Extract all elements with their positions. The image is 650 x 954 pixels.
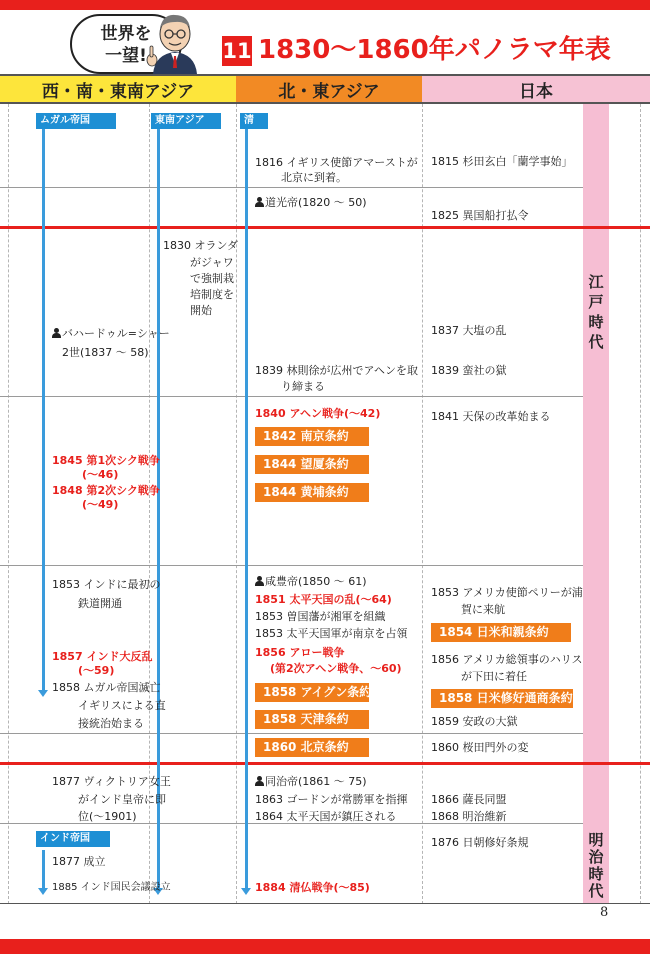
event-1845-sikh-war: 1845 第1次シク戦争 (52, 454, 160, 467)
column-guide (422, 104, 423, 904)
event-1853-nanjing: 1853 太平天国軍が南京を占領 (255, 627, 408, 640)
era-label-meiji-3: 時 (588, 865, 604, 883)
event-1815: 1815 杉田玄白「蘭学事始」 (431, 155, 573, 168)
treaty-1844-wangxia: 1844 望厦条約 (255, 455, 369, 474)
bottom-bar (0, 939, 650, 954)
column-header-japan: 日本 (422, 74, 650, 104)
event-1853-xiang-army: 1853 曽国藩が湘軍を組織 (255, 610, 386, 623)
dynasty-label-mughal: ムガル帝国 (36, 113, 116, 129)
era-label-meiji-1: 明 (588, 831, 604, 849)
event-1858-mughal-fall: 1858 ムガル帝国滅亡 (52, 681, 161, 694)
event-1853-railway: 1853 インドに最初の (52, 578, 161, 591)
treaty-1860-beijing: 1860 北京条約 (255, 738, 369, 757)
treaty-1858-tianjin: 1858 天津条約 (255, 710, 369, 729)
event-1816-cont: 北京に到着。 (281, 171, 347, 184)
chapter-number: 11 (222, 36, 252, 66)
event-1845-sikh-war-cont: (～46) (82, 468, 119, 481)
person-icon (255, 197, 264, 207)
event-1866-satcho: 1866 薩長同盟 (431, 793, 507, 806)
qing-timeline (245, 129, 248, 889)
person-icon (52, 328, 61, 338)
column-guide (236, 104, 237, 904)
event-1848-sikh-war-cont: (～49) (82, 498, 119, 511)
event-1856-arrow-war-cont: (第2次アヘン戦争、～60) (270, 662, 402, 675)
row-divider (0, 187, 583, 188)
emperor-xianfeng (255, 575, 367, 589)
emperor-bahadur-shah (52, 327, 170, 341)
event-1877-victoria-cont-2: 位(～1901) (78, 810, 137, 823)
event-1830-cont-2: で強制栽 (190, 272, 234, 285)
column-header-north-east-asia: 北・東アジア (236, 74, 422, 104)
event-1830-cont-3: 培制度を (190, 288, 234, 301)
column-header-west-south-asia: 西・南・東南アジア (0, 74, 236, 104)
row-divider (0, 396, 583, 397)
emperor-bahadur-shah-text: バハードゥル=シャー (62, 327, 170, 340)
dynasty-label-southeast-asia: 東南アジア (151, 113, 221, 129)
event-1876-ganghwa: 1876 日朝修好条規 (431, 836, 529, 849)
emperor-tongzhi (255, 775, 367, 789)
treaty-1858-harris: 1858 日米修好通商条約 (431, 689, 573, 708)
event-1856-harris-cont: が下田に着任 (461, 670, 527, 683)
emperor-bahadur-shah-reign: 2世(1837 ～ 58) (62, 346, 149, 359)
event-1877-victoria-cont-1: がインド皇帝に即 (78, 793, 166, 806)
event-1841: 1841 天保の改革始まる (431, 410, 551, 423)
person-icon (255, 776, 264, 786)
teacher-avatar-icon (143, 12, 203, 74)
event-1885-congress: 1885 インド国民会議設立 (52, 882, 171, 893)
emperor-xianfeng-text: 咸豊帝(1850 ～ 61) (265, 575, 367, 588)
column-guide (640, 104, 641, 904)
era-label-edo-4: 代 (588, 333, 604, 351)
mughal-timeline (42, 129, 45, 691)
event-1856-arrow-war: 1856 アロー戦争 (255, 646, 345, 659)
event-1857-indian-rebellion: 1857 インド大反乱 (52, 650, 153, 663)
event-1839: 1839 林則徐が広州でアヘンを取 (255, 364, 419, 377)
treaty-1854-kanagawa: 1854 日米和親条約 (431, 623, 571, 642)
event-1837: 1837 大塩の乱 (431, 324, 507, 337)
event-1853-perry-cont: 賀に来航 (461, 603, 505, 616)
event-1853-railway-cont: 鉄道開通 (78, 597, 122, 610)
event-1816: 1816 イギリス使節アマーストが (255, 156, 418, 169)
row-divider (0, 565, 583, 566)
event-1840-opium-war: 1840 アヘン戦争(～42) (255, 407, 381, 420)
mughal-timeline-arrow-icon (38, 690, 48, 697)
dynasty-label-indian-empire: インド帝国 (36, 831, 110, 847)
event-1839-cont: り締まる (281, 380, 325, 393)
dynasty-label-qing: 清 (240, 113, 268, 129)
event-1877-established: 1877 成立 (52, 855, 106, 868)
event-1859-ansei-purge: 1859 安政の大獄 (431, 715, 518, 728)
era-label-edo-2: 戸 (588, 293, 604, 311)
event-1830-cont-1: がジャワ (190, 256, 234, 269)
bubble-line-2: 一望! (105, 46, 147, 66)
table-bottom-border (0, 903, 650, 904)
era-label-meiji-4: 代 (588, 882, 604, 900)
event-1884-sino-french: 1884 清仏戦争(～85) (255, 881, 370, 894)
person-icon (255, 576, 264, 586)
event-1868-meiji: 1868 明治維新 (431, 810, 507, 823)
page-title: 1830〜1860年パノラマ年表 (258, 35, 611, 65)
qing-timeline-arrow-icon (241, 888, 251, 895)
indian-empire-timeline (42, 850, 45, 890)
row-divider (0, 733, 583, 734)
event-1858-mughal-fall-cont-1: イギリスによる直 (78, 699, 166, 712)
event-1856-harris: 1856 アメリカ総領事のハリス (431, 653, 583, 666)
event-1860-sakuradamon: 1860 桜田門外の変 (431, 741, 529, 754)
event-1877-victoria: 1877 ヴィクトリア女王 (52, 775, 171, 788)
period-divider-1830 (0, 226, 650, 229)
era-label-meiji-2: 治 (588, 848, 604, 866)
event-1853-perry: 1853 アメリカ使節ペリーが浦 (431, 586, 583, 599)
era-label-edo-1: 江 (588, 273, 604, 291)
event-1857-indian-rebellion-cont: (～59) (78, 664, 115, 677)
event-1848-sikh-war: 1848 第2次シク戦争 (52, 484, 160, 497)
event-1839-japan: 1839 蛮社の獄 (431, 364, 507, 377)
treaty-1842-nanjing: 1842 南京条約 (255, 427, 369, 446)
event-1830-cont-4: 開始 (190, 304, 212, 317)
emperor-daoguang (255, 196, 367, 210)
event-1830: 1830 オランダ (163, 239, 239, 252)
event-1863-gordon: 1863 ゴードンが常勝軍を指揮 (255, 793, 408, 806)
emperor-daoguang-text: 道光帝(1820 ～ 50) (265, 196, 367, 209)
treaty-1844-whampoa: 1844 黄埔条約 (255, 483, 369, 502)
event-1825: 1825 異国船打払令 (431, 209, 529, 222)
column-guide (8, 104, 9, 904)
bubble-line-1: 世界を (100, 24, 152, 44)
event-1851-taiping: 1851 太平天国の乱(～64) (255, 593, 392, 606)
indian-empire-timeline-arrow-icon (38, 888, 48, 895)
treaty-1858-aigun: 1858 アイグン条約 (255, 683, 369, 702)
era-label-edo-3: 時 (588, 313, 604, 331)
period-divider-1860 (0, 762, 650, 765)
top-bar (0, 0, 650, 10)
page-number: 8 (600, 905, 609, 920)
event-1858-mughal-fall-cont-2: 接統治始まる (78, 717, 144, 730)
emperor-tongzhi-text: 同治帝(1861 ～ 75) (265, 775, 367, 788)
event-1864-taiping-end: 1864 太平天国が鎮圧される (255, 810, 397, 823)
era-strip (583, 104, 609, 904)
